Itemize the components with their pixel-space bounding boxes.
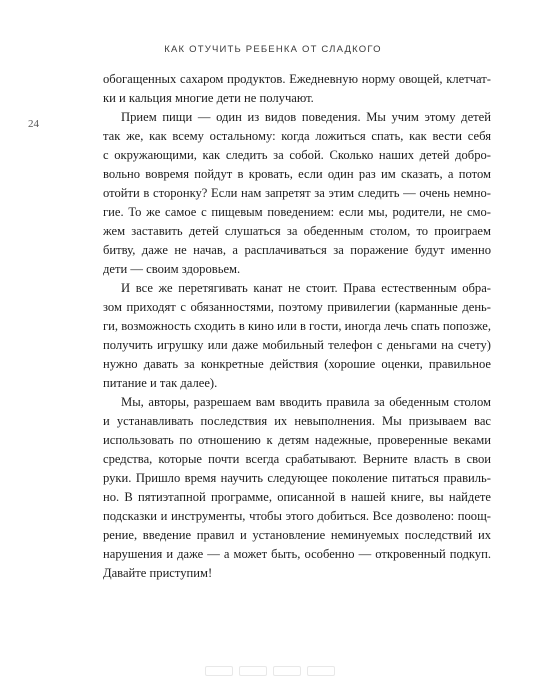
text-line: битву, даже не начав, а расплачиваться за поражение будут именно	[103, 243, 491, 257]
bottom-mark	[205, 666, 233, 676]
text-line: гие. То же самое с пищевым поведением: если мы, родители, не смо-	[103, 205, 491, 219]
text-line: с окружающими, как следить за собой. Сколько наших детей добро-	[103, 148, 491, 162]
text-line: получить игрушку или даже мобильный телефон с деньгами на счету)	[103, 338, 491, 352]
text-line: Давайте приступим!	[103, 566, 213, 580]
text-line: дети — своим здоровьем.	[103, 262, 241, 276]
text-line: вольно вовремя пойдут в кровать, если один раз им сказать, а потом	[103, 167, 491, 181]
text-line: зом приходят с обязанностями, поэтому привилегии (карманные день-	[103, 300, 491, 314]
text-line: ги, возможность сходить в кино или в гости, иногда лечь спать попозже,	[103, 319, 491, 333]
text-line: ки и кальция многие дети не получают.	[103, 91, 314, 105]
text-line: использовать по отношению к детям надежные, проверенные веками	[103, 433, 491, 447]
bottom-mark	[307, 666, 335, 676]
bottom-mark	[273, 666, 301, 676]
text-line: рение, введение правил и установление неминуемых последствий их	[103, 528, 491, 542]
text-line: и устанавливать последствия их невыполнения. Мы призываем вас	[103, 414, 491, 428]
text-line: нарушения и даже — а может быть, особенно — откровенный подкуп.	[103, 547, 491, 561]
text-line: обогащенных сахаром продуктов. Ежедневную норму овощей, клетчат-	[103, 72, 491, 86]
text-line: подсказки и инструменты, чтобы этого добиться. Все дозволено: поощ-	[103, 509, 491, 523]
text-line: но. В пятиэтапной программе, описанной в нашей книге, вы найдете	[103, 490, 491, 504]
page-number: 24	[28, 118, 39, 130]
bottom-mark	[239, 666, 267, 676]
text-line: руки. Пришло время научить следующее поколение питаться правиль-	[103, 471, 491, 485]
text-line: жем заставить детей слушаться за обеденным столом, то проиграем	[103, 224, 491, 238]
bottom-decoration	[205, 666, 335, 676]
text-line: Мы, авторы, разрешаем вам вводить правила за обеденным столом	[121, 395, 491, 409]
body-text	[103, 70, 491, 583]
text-line: питание и так далее).	[103, 376, 218, 390]
text-line: И все же перетягивать канат не стоит. Права естественным обра-	[121, 281, 491, 295]
text-line: Прием пищи — один из видов поведения. Мы учим этому детей	[121, 110, 491, 124]
text-line: средства, которые почти всегда срабатывают. Верните власть в свои	[103, 452, 491, 466]
text-line: так же, как всему остальному: когда ложиться спать, как вести себя	[103, 129, 491, 143]
text-line: отойти в сторонку? Если нам запретят за этим следить — очень немно-	[103, 186, 491, 200]
running-head: КАК ОТУЧИТЬ РЕБЕНКА ОТ СЛАДКОГО	[164, 44, 382, 55]
text-line: нужно давать за конкретные действия (хорошие оценки, правильное	[103, 357, 491, 371]
